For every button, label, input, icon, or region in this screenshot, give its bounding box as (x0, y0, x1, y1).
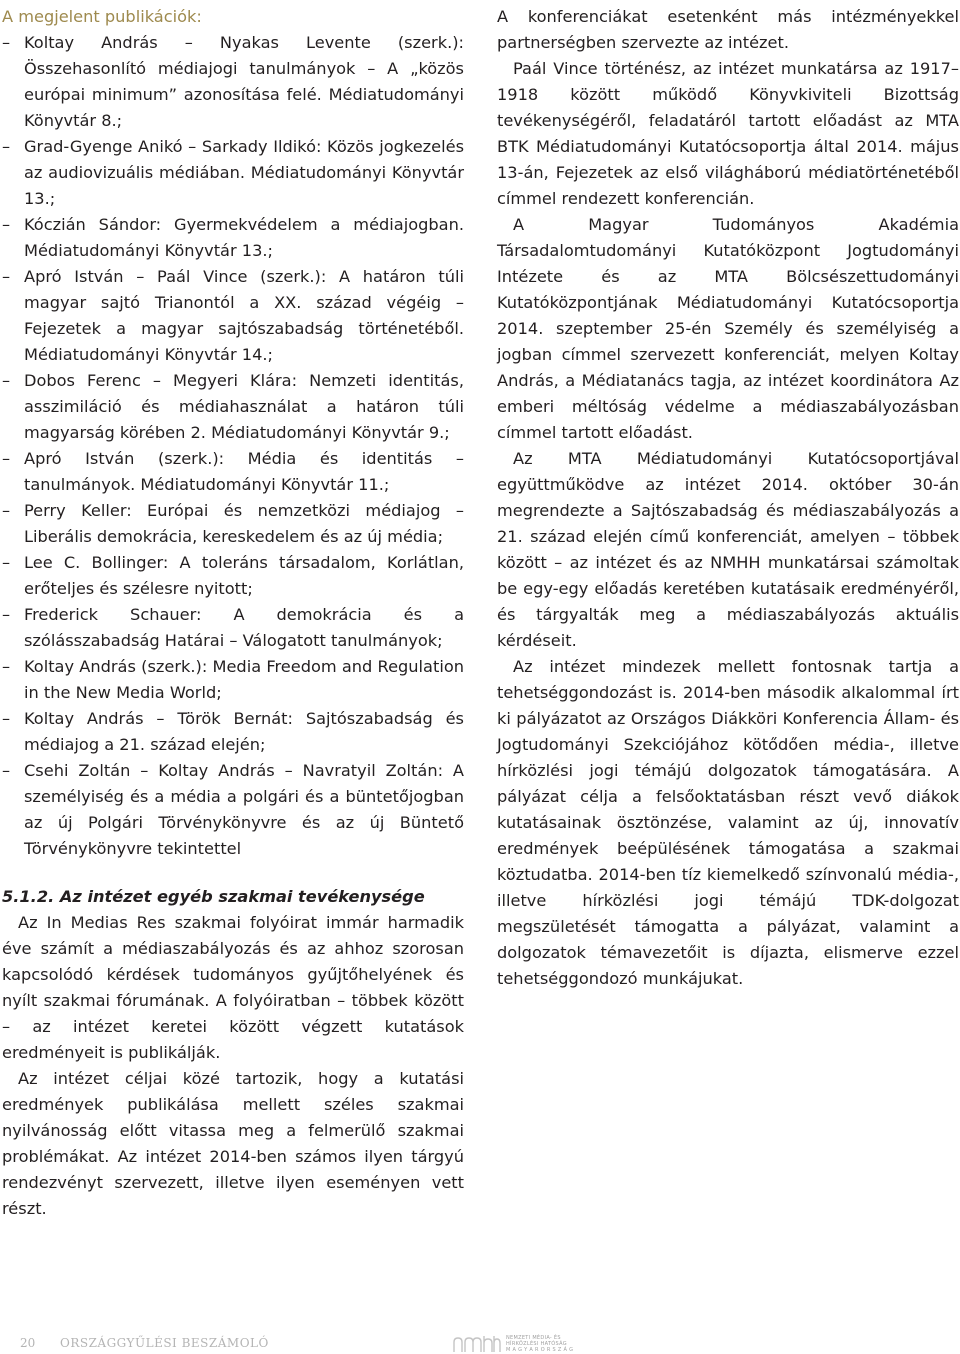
logo-line: M A G Y A R O R S Z Á G (506, 1347, 574, 1353)
body-paragraph: Az MTA Médiatudományi Kutatócsoportjával együttműködve az intézet 2014. október 30-án megrendezte a Sajtószabadság és médiaszabályozás a 21. század elején című konferenciát, amelyen – többek között – az intézet és az NMHH munkatársai számoltak be egy-egy előadás keretében kutatásaik eredményéről, és tárgyalták meg a médiaszabályozás aktuális kérdéseit. (497, 449, 959, 650)
publication-item: – Kóczián Sándor: Gyermekvédelem a médiajogban. Médiatudományi Könyvtár 13.; (2, 212, 464, 264)
publication-item: – Koltay András – Török Bernát: Sajtószabadság és médiajog a 21. század elején; (2, 706, 464, 758)
publication-item: – Grad-Gyenge Anikó – Sarkady Ildikó: Közös jogkezelés az audiovizuális médiában. Médiatudományi Könyvtár 13.; (2, 134, 464, 212)
publication-item: – Frederick Schauer: A demokrácia és a szólásszabadság Határai – Válogatott tanulmányok; (2, 602, 464, 654)
right-column (497, 4, 959, 992)
publication-item: – Dobos Ferenc – Megyeri Klára: Nemzeti identitás, asszimiláció és médiahasználat a határon túli magyarság körében 2. Médiatudományi Könyvtár 9.; (2, 368, 464, 446)
publication-item: – Perry Keller: Európai és nemzetközi médiajog – Liberális demokrácia, kereskedelem és az új média; (2, 498, 464, 550)
logo-line: NEMZETI MÉDIA- ÉS (506, 1335, 561, 1341)
running-title: ORSZÁGGYŰLÉSI BESZÁMOLÓ (60, 1336, 269, 1350)
nmhh-logo-mark-icon (452, 1334, 502, 1354)
publications-list (2, 30, 464, 862)
nmhh-logo-text (506, 1335, 573, 1353)
body-paragraph: A konferenciákat esetenként más intézményekkel partnerségben szervezte az intézet. (497, 7, 959, 52)
publications-heading: A megjelent publikációk: (2, 7, 202, 26)
body-paragraph: Az intézet mindezek mellett fontosnak tartja a tehetséggondozást is. 2014-ben második alkalommal írt ki pályázatot az Országos Diákköri Konferencia Állam- és Jogtudományi Szekciójához kötődően média-, illetve hírközlési jogi témájú dolgozatok támogatására. A pályázat célja a felsőoktatásban részt vevő diákok kutatásainak ösztönzése, valamint az új, innovatív eredmények beépülésének támogatása a szakmai köztudatba. 2014-ben tíz kiemelkedő színvonalú média-, illetve hírközlési jogi témájú TDK-dolgozat megszületését támogatta a pályázat, valamint a dolgozatok témavezetőit is díjazta, elismerve ezzel tehetséggondozó munkájukat. (497, 657, 959, 988)
publication-item: – Koltay András – Nyakas Levente (szerk.): Összehasonlító médiajogi tanulmányok – A „közös európai minimum” azonosítása felé. Médiatudományi Könyvtár 8.; (2, 30, 464, 134)
body-paragraph: Az intézet céljai közé tartozik, hogy a kutatási eredmények publikálása mellett széles szakmai nyilvánosság előtt vitassa meg a felmerülő szakmai problémákat. Az intézet 2014-ben számos ilyen tárgyú rendezvényt szervezett, illetve ilyen eseményen vett részt. (2, 1069, 464, 1218)
page-number: 20 (20, 1336, 36, 1350)
page-footer (0, 1334, 960, 1354)
publication-item: – Csehi Zoltán – Koltay András – Navratyil Zoltán: A személyiség és a média a polgári és a büntetőjogban az új Polgári Törvénykönyvre és az új Büntető Törvénykönyvre tekintettel (2, 758, 464, 862)
nmhh-logo (452, 1334, 572, 1354)
publication-item: – Lee C. Bollinger: A toleráns társadalom, Korlátlan, erőteljes és szélesre nyitott; (2, 550, 464, 602)
publication-item: – Koltay András (szerk.): Media Freedom and Regulation in the New Media World; (2, 654, 464, 706)
body-paragraph: Paál Vince történész, az intézet munkatársa az 1917–1918 között működő Könyvkiviteli Bizottság tevékenységéről, feladatáról tartott előadást az MTA BTK Médiatudományi Kutatócsoportja által 2014. május 13-án, Fejezetek az első világháború médiatörténetéből címmel rendezett konferencián. (497, 59, 959, 208)
logo-line: HÍRKÖZLÉSI HATÓSÁG (506, 1341, 567, 1347)
body-paragraph: Az In Medias Res szakmai folyóirat immár harmadik éve számít a médiaszabályozás és az ahhoz szorosan kapcsolódó kérdések tudományos gyűjtőhelyének és nyílt szakmai fórumának. A folyóiratban – többek között – az intézet keretei között végzett kutatások eredményeit is publikálják. (2, 913, 464, 1062)
section-title: 5.1.2. Az intézet egyéb szakmai tevékenysége (2, 887, 425, 906)
publication-item: – Apró István – Paál Vince (szerk.): A határon túli magyar sajtó Trianontól a XX. század végéig – Fejezetek a magyar sajtószabadság történetéből. Médiatudományi Könyvtár 14.; (2, 264, 464, 368)
publication-item: – Apró István (szerk.): Média és identitás – tanulmányok. Médiatudományi Könyvtár 11.; (2, 446, 464, 498)
left-column (2, 4, 464, 1222)
body-paragraph: A Magyar Tudományos Akadémia Társadalomtudományi Kutatóközpont Jogtudományi Intézete és az MTA Bölcsészettudományi Kutatóközpontjának Médiatudományi Kutatócsoportja 2014. szeptember 25-én Személy és személyiség a jogban címmel szervezett konferenciát, melyen Koltay András, a Médiatanács tagja, az intézet koordinátora Az emberi méltóság védelme a médiaszabályozásban címmel tartott előadást. (497, 215, 959, 442)
